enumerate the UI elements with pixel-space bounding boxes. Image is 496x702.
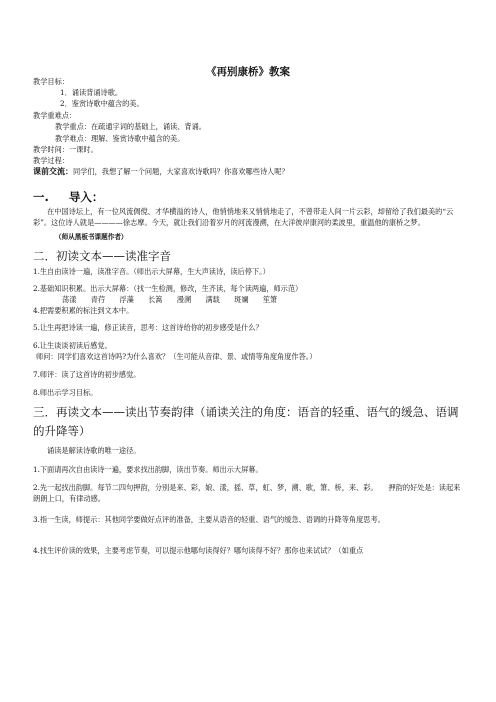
document-title: 《再别康桥》教案 bbox=[206, 66, 290, 78]
section1-heading bbox=[33, 190, 103, 204]
warmup-text: 同学们，我想了解一个问题，大家喜欢诗歌吗？你喜欢哪些诗人呢？ bbox=[73, 167, 289, 176]
key-points-label: 教学重难点： bbox=[33, 111, 77, 120]
section1-title: 导入： bbox=[68, 190, 104, 204]
objectives-label: 教学目标： bbox=[33, 77, 69, 86]
section3-intro: 诵读是解读诗歌的唯一途径。 bbox=[47, 446, 141, 455]
vocab-word: 浮藻 bbox=[119, 295, 134, 304]
warmup bbox=[33, 167, 289, 176]
vocab-word: 笙箫 bbox=[262, 295, 278, 304]
vocabulary-list bbox=[62, 295, 289, 304]
teaching-time: 教学时间：一课时。 bbox=[33, 145, 98, 154]
vocab-word: 长篙 bbox=[148, 295, 163, 304]
key-point-difficulty: 教学难点：理解、鉴赏诗歌中蕴含的美。 bbox=[55, 134, 185, 143]
section3-item: 4.找生评价读的效果，主要考虑节奏，可以提示他哪句读得好？哪句读得不好？那你也来试试？（如重点 bbox=[33, 546, 364, 555]
section3-heading: 三．再读文本——读出节奏韵律（诵读关注的角度：语音的轻重、语气的缓急、语调的升降等） bbox=[33, 405, 459, 438]
section2-item: 5.让生再把诗读一遍，修正读音，思考：这首诗给你的初步感受是什么？ bbox=[33, 323, 263, 332]
objective-item: 2．鉴赏诗歌中蕴含的美。 bbox=[60, 99, 144, 108]
vocab-word: 满载 bbox=[205, 295, 220, 304]
section1-number: 一. bbox=[33, 190, 49, 204]
section2-item: 师问：同学们喜欢这首诗吗?为什么喜欢？（生可能从音律、景、或情等角度角度作答。） bbox=[36, 352, 317, 361]
section2-item: 2.基础知识积累。出示大屏幕：（找一生检测，修改，生齐读，每个读两遍，师示范） bbox=[33, 284, 303, 293]
warmup-label: 课前交流： bbox=[33, 166, 73, 176]
section3-item: 3.指一生读，师提示：其他同学要做好点评的准备，主要从语音的轻重、语气的缓急、语调的升降等角度思考。 bbox=[33, 515, 385, 524]
section3-item: 2.先一起找出韵脚。每节二四句押韵，分别是来、彩，娘、漾，摇、草，虹、梦，溯、歌，箫、桥，来、彩。 押韵的好处是：读起来朗朗上口，有律动感。 bbox=[33, 483, 461, 503]
section2-item: 6.让生谈谈初读后感觉。 bbox=[33, 341, 112, 350]
objective-item: 1．诵读背诵诗歌。 bbox=[60, 88, 123, 97]
vocab-word: 青荇 bbox=[90, 295, 106, 304]
key-point-focus: 教学重点：在疏通字词的基础上，诵读、背诵。 bbox=[55, 122, 206, 131]
section2-item: 4.把需要积累的标注到文本中。 bbox=[33, 306, 134, 315]
section2-item: 7.师评：读了这首诗的初步感觉。 bbox=[33, 370, 141, 379]
section3-item: 1.下面请再次自由读诗一遍，要求找出韵脚，读出节奏。师出示大屏幕。 bbox=[33, 465, 263, 474]
vocab-word: 斑斓 bbox=[234, 295, 249, 304]
vocab-word: 荡漾 bbox=[62, 295, 77, 304]
section2-heading: 二．初读文本——读准字音 bbox=[33, 249, 171, 263]
vocab-word: 漫溯 bbox=[176, 295, 192, 304]
section1-note: （师从黑板书课题作者） bbox=[55, 233, 128, 241]
teaching-process: 教学过程： bbox=[33, 156, 69, 165]
section1-paragraph: 在中国诗坛上，有一位风流倜傥、才华横溢的诗人，他悄悄地来又悄悄地走了，不曾带走人间一片云彩，却留给了我们最美的“云彩”。这位诗人就是————徐志摩。今天，就让我们沿着岁月的河流漫溯，在大洋彼岸康河的柔波里，重温他的康桥之梦。 bbox=[33, 207, 454, 227]
section2-item: 8.师出示学习目标。 bbox=[33, 388, 98, 397]
section2-item: 1.生自由读诗一遍，读准字音。（师出示大屏幕，生大声读诗，读后停下。） bbox=[33, 267, 270, 276]
